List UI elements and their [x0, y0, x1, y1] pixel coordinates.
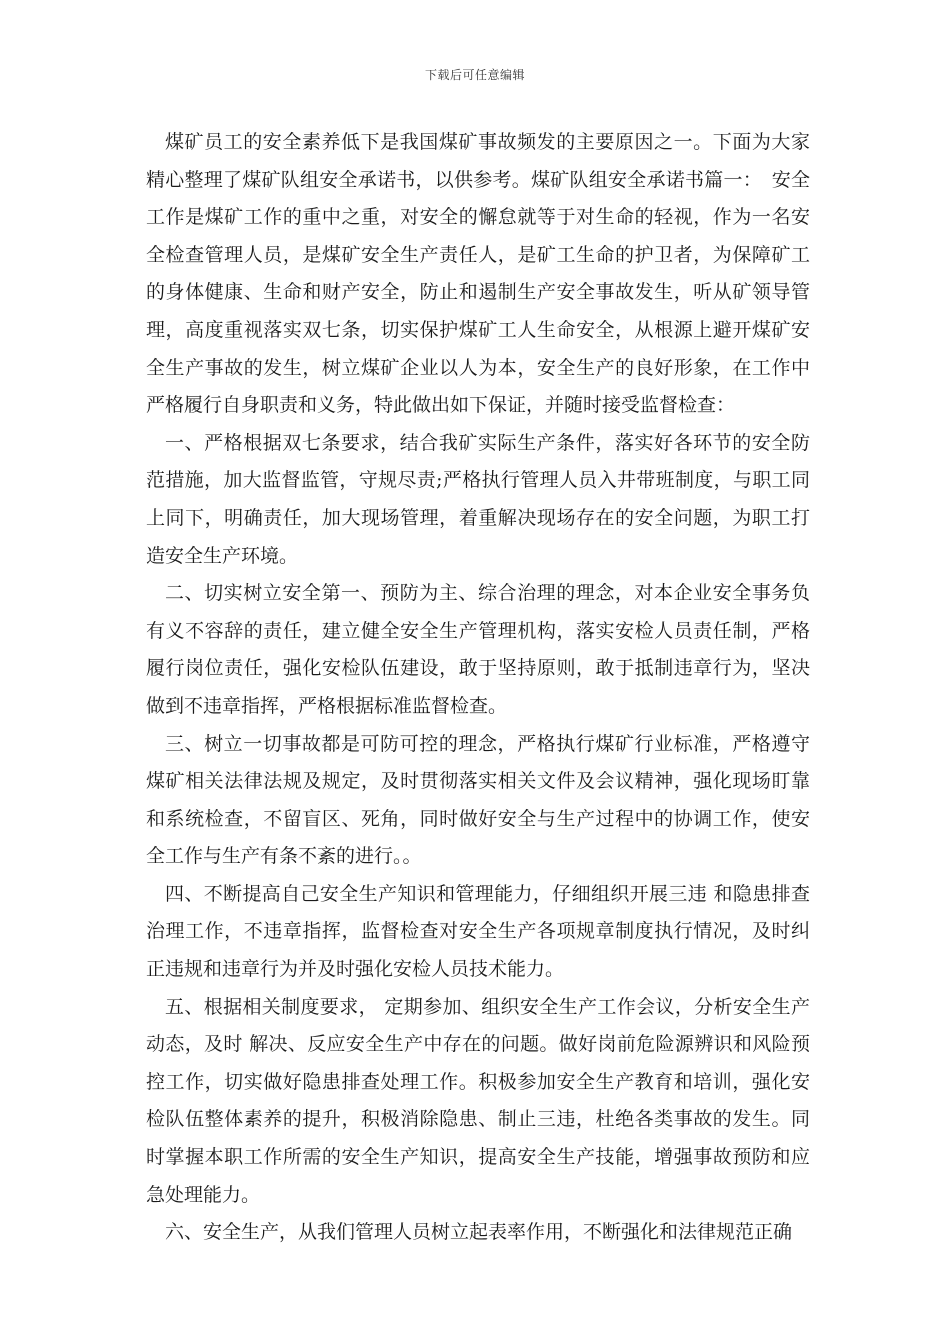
paragraph-intro: 煤矿员工的安全素养低下是我国煤矿事故频发的主要原因之一。下面为大家精心整理了煤矿队组安全承诺书，以供参考。煤矿队组安全承诺书篇一： 安全工作是煤矿工作的重中之重，对安全的懈怠就等于对生命的轻视，作为一名安全检查管理人员，是煤矿安全生产责任人，是矿工生命的护卫者，为保障矿工的身体健康、生命和财产安全，防止和遏制生产安全事故发生，听从矿领导管理，高度重视落实双七条，切实保护煤矿工人生命安全，从根源上避开煤矿安全生产事故的发生，树立煤矿企业以人为本，安全生产的良好形象，在工作中严格履行自身职责和义务，特此做出如下保证，并随时接受监督检查： — [146, 131, 810, 417]
header-note: 下载后可任意编辑 — [424, 68, 525, 82]
paragraph-item-4: 四、不断提高自己安全生产知识和管理能力，仔细组织开展三违 和隐患排查治理工作，不违章指挥，监督检查对安全生产各项规章制度执行情况，及时纠正违规和违章行为并及时强化安检人员技术能力。 — [146, 882, 810, 981]
document-body — [146, 124, 810, 1252]
paragraph-item-3: 三、树立一切事故都是可防可控的理念，严格执行煤矿行业标准，严格遵守煤矿相关法律法规及规定，及时贯彻落实相关文件及会议精神，强化现场盯靠和系统检查，不留盲区、死角，同时做好安全与生产过程中的协调工作，使安全工作与生产有条不紊的进行。。 — [146, 732, 810, 868]
paragraph-item-1: 一、严格根据双七条要求，结合我矿实际生产条件，落实好各环节的安全防范措施，加大监督监管，守规尽责;严格执行管理人员入井带班制度，与职工同上同下，明确责任，加大现场管理，着重解决现场存在的安全问题，为职工打造安全生产环境。 — [146, 431, 810, 567]
paragraph-item-2: 二、切实树立安全第一、预防为主、综合治理的理念，对本企业安全事务负有义不容辞的责任，建立健全安全生产管理机构，落实安检人员责任制，严格履行岗位责任，强化安检队伍建设，敢于坚持原则，敢于抵制违章行为，坚决做到不违章指挥，严格根据标准监督检查。 — [146, 582, 810, 717]
paragraph-item-5: 五、根据相关制度要求， 定期参加、组织安全生产工作会议，分析安全生产动态，及时 解决、反应安全生产中存在的问题。做好岗前危险源辨识和风险预控工作，切实做好隐患排查处理工作。积极参加安全生产教育和培训，强化安检队伍整体素养的提升，积极消除隐患、制止三违，杜绝各类事故的发生。同时掌握本职工作所需的安全生产知识，提高安全生产技能，增强事故预防和应急处理能力。 — [146, 995, 810, 1206]
paragraph-item-6: 六、安全生产，从我们管理人员树立起表率作用，不断强化和法律规范正确 — [165, 1221, 793, 1244]
